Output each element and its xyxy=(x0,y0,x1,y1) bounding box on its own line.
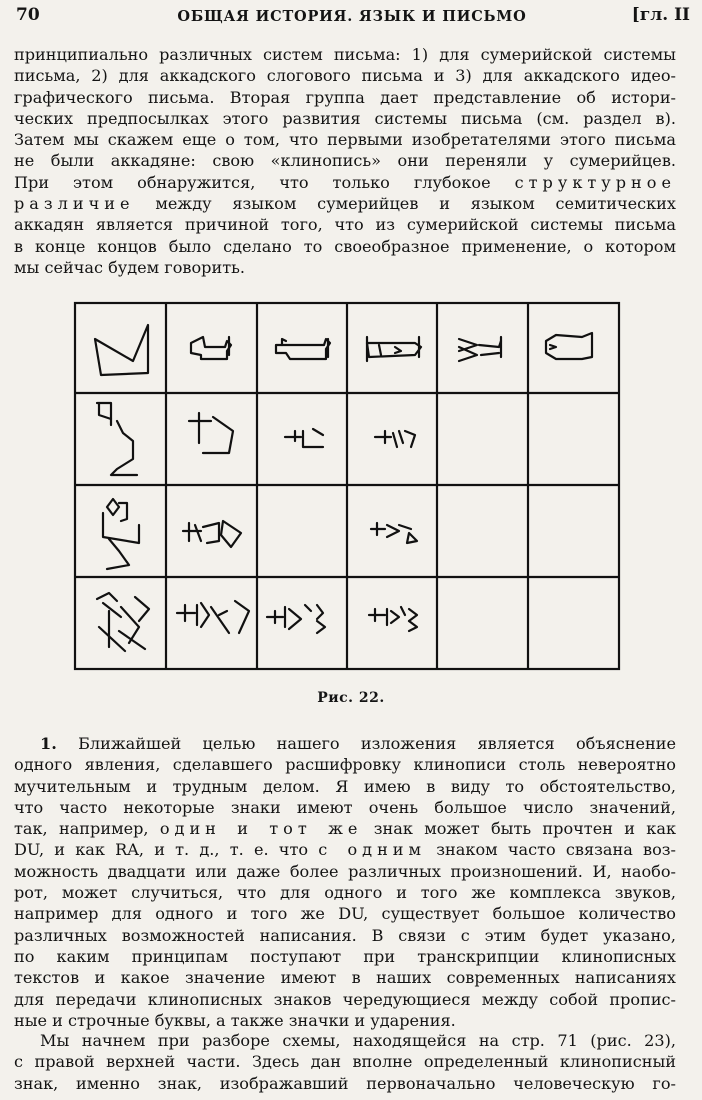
bird-stage4-icon xyxy=(367,337,421,361)
text-line: для передачи клинописных знаков чередующиеся между собой пропис- xyxy=(14,989,676,1009)
text-line xyxy=(14,193,676,214)
text-run: DU, и как RA, и т. д., т. е. что xyxy=(14,840,309,860)
spaced-emphasis: различие xyxy=(14,194,135,214)
fish-pictograph-icon xyxy=(97,403,137,475)
text-line: ные и строчные буквы, а также значки и ударения. xyxy=(14,1010,456,1030)
fish-stage4-icon xyxy=(375,431,415,447)
bird-stage3-icon xyxy=(276,339,330,359)
text-run: Ближайшей целью нашего изложения является объяснение xyxy=(56,734,676,753)
cuneiform-evolution-figure xyxy=(73,301,621,671)
text-line: ческих предпосылках этого развития системы письма (см. раздел в). xyxy=(14,108,676,128)
text-line: что часто некоторые знаки имеют очень большое число значений, xyxy=(14,797,676,817)
page-header xyxy=(14,3,690,29)
bird-stage6-icon xyxy=(546,333,592,359)
grain-stage3-icon xyxy=(267,605,325,633)
spaced-emphasis: один и тот же xyxy=(159,819,363,839)
grain-stage4-icon xyxy=(369,607,417,631)
text-line: письма, 2) для аккадского слогового письма и 3) для аккадского идео- xyxy=(14,66,676,86)
chapter-marker: [гл. II xyxy=(631,5,690,25)
text-run: знаком часто связана воз- xyxy=(436,840,676,860)
page-number: 70 xyxy=(16,5,40,25)
bird-pictograph-icon xyxy=(95,325,148,375)
text-line: принципиально различных систем письма: 1) для сумерийской системы xyxy=(14,45,676,64)
text-line: в конце концов было сделано то своеобразное применение, о котором xyxy=(14,236,676,256)
grid-lines xyxy=(75,303,619,669)
figure-caption: Рис. 22. xyxy=(317,690,385,706)
text-run: так, например, xyxy=(14,819,149,839)
text-line: одного явления, сделавшего расшифровку клинописи столь невероятно xyxy=(14,755,676,775)
bird-stage2-icon xyxy=(191,337,231,359)
text-line: Затем мы скажем еще о том, что первыми изобретателями этого письма xyxy=(14,130,676,150)
text-line: не были аккадяне: свою «клинопись» они переняли у сумерийцев. xyxy=(14,151,676,171)
text-line xyxy=(14,172,676,193)
text-line: текстов и какое значение имеют в наших современных написаниях xyxy=(14,968,676,988)
ox-stage4-icon xyxy=(371,523,417,543)
text-line: различных возможностей написания. В связи с этим будет указано, xyxy=(14,925,676,945)
text-line xyxy=(14,839,676,860)
text-line: знак, именно знак, изображавший первоначально человеческую го- xyxy=(14,1073,676,1093)
closing-paragraph xyxy=(14,1030,676,1094)
text-line: мучительным и трудным делом. Я имею в виду то обстоятельство, xyxy=(14,776,676,796)
text-line: Мы начнем при разборе схемы, находящейся на стр. 71 (рис. 23), xyxy=(40,1031,676,1050)
text-line: графического письма. Вторая группа дает представление об истори- xyxy=(14,87,676,107)
text-line: например для одного и того же DU, существует большое количество xyxy=(14,904,676,924)
running-title: ОБЩАЯ ИСТОРИЯ. ЯЗЫК И ПИСЬМО xyxy=(177,8,527,25)
section-1-paragraph xyxy=(14,733,676,1031)
text-line xyxy=(14,733,676,754)
figure-svg xyxy=(73,301,621,671)
intro-paragraph xyxy=(14,44,676,278)
text-line: можность двадцати или даже более различных произношений. И, наобо- xyxy=(14,861,676,881)
spaced-emphasis: структурное xyxy=(514,172,676,192)
section-number: 1. xyxy=(40,734,57,753)
ox-stage2-icon xyxy=(183,521,241,547)
text-line: по каким принципам поступают при транскрипции клинописных xyxy=(14,946,676,966)
fish-stage2-icon xyxy=(189,413,233,453)
spaced-emphasis: с одним xyxy=(318,840,427,860)
ox-pictograph-icon xyxy=(103,499,139,569)
text-run: между языком сумерийцев и языком семитических xyxy=(155,194,676,214)
text-line: аккадян является причиной того, что из сумерийской системы письма xyxy=(14,215,676,235)
text-run: При этом обнаружится, что только глубокое xyxy=(14,172,491,192)
fish-stage3-icon xyxy=(285,429,323,447)
text-run: знак может быть прочтен и как xyxy=(373,819,677,839)
text-line: мы сейчас будем говорить. xyxy=(14,257,245,277)
grain-pictograph-icon xyxy=(97,593,149,651)
text-line xyxy=(14,818,676,839)
grain-stage2-icon xyxy=(177,601,249,633)
bird-stage5-icon xyxy=(459,337,501,361)
text-line: рот, может случиться, что для одного и того же комплекса звуков, xyxy=(14,883,676,903)
text-line: с правой верхней части. Здесь дан вполне определенный клинописный xyxy=(14,1052,676,1072)
